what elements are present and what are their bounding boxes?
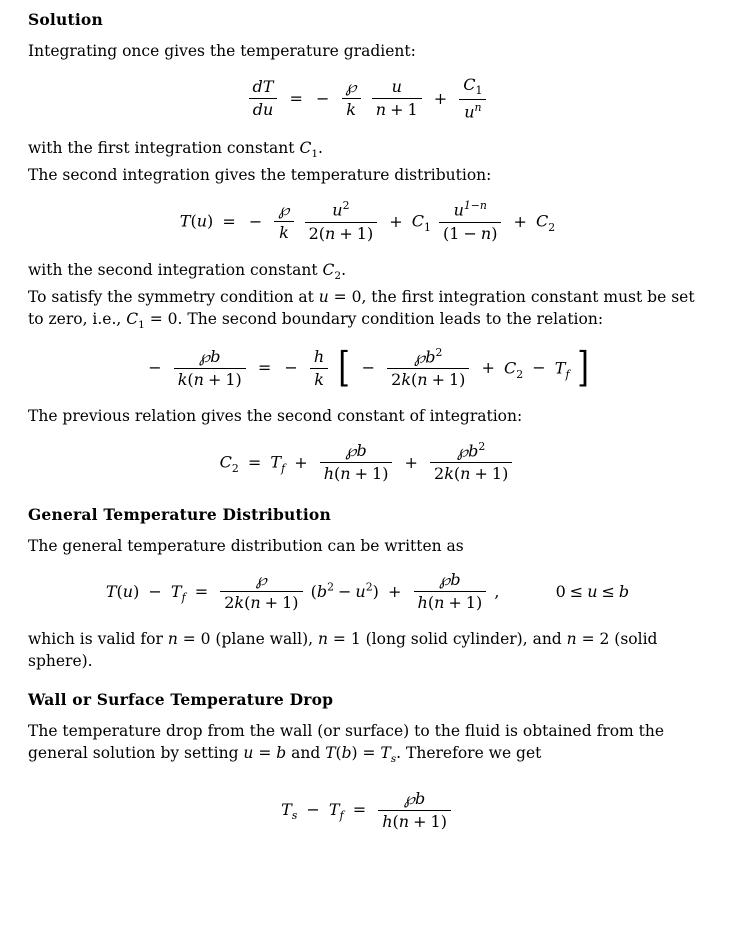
- paragraph-validity: which is valid for n = 0 (plane wall), n = 1 (long solid cylinder), and n = 2 (solid sphere).: [28, 630, 658, 671]
- paragraph-previous-relation: The previous relation gives the second constant of integration:: [28, 406, 523, 425]
- heading-wall-surface-temperature-drop: Wall or Surface Temperature Drop: [28, 690, 334, 710]
- paragraph-intro: Integrating once gives the temperature gradient:: [28, 42, 416, 60]
- equation-boundary-condition: − $\frac{℘b}{k(n + 1)}$ = − $\frac{h}{k}$ [ − $\frac{℘b^2}{2k(n + 1)}$ + $C_2 - T_f$ ]: [148, 342, 589, 392]
- paragraph-general-intro: The general temperature distribution can be written as: [28, 537, 464, 556]
- equation-surface-temperature-drop: $T_s - T_f$ = $\frac{℘b}{h(n + 1)}$: [28, 789, 707, 832]
- paragraph-wall-drop: The temperature drop from the wall (or surface) to the fluid is obtained from the general solution by setting u = b and $T(b) = T_s$. Therefore we get: [28, 722, 665, 766]
- equation-general-distribution: $T(u) - T_f$ = $\frac{℘}{2k(n + 1)}$ $(b^2 - u^2)$ + $\frac{℘b}{h(n + 1)}$ , 0 ≤ u ≤ b: [105, 570, 630, 613]
- paragraph-first-constant: with the first integration constant $C_1$.: [28, 139, 323, 161]
- heading-solution: Solution: [28, 10, 103, 29]
- equation-temperature-distribution: T(u) = − $\frac{℘}{k}$ $\frac{u^2}{2(n + 1)}$ + $C_1$ $\frac{u^{1-n}}{(1 - n)}$ + $C_2$: [179, 199, 556, 243]
- paragraph-second-constant: with the second integration constant $C_2$.: [28, 260, 347, 282]
- equation-temperature-gradient: $\frac{dT}{du}$ = − $\frac{℘}{k}$ $\frac{u}{n + 1}$ + $\frac{C_1}{u^n}$: [28, 76, 707, 123]
- heading-general-temperature-distribution: General Temperature Distribution: [28, 505, 331, 525]
- equation-second-constant: $C_2 = T_f$ + $\frac{℘b}{h(n + 1)}$ + $\frac{℘b^2}{2k(n + 1)}$: [28, 441, 707, 485]
- paragraph-second-integration: The second integration gives the temperature distribution:: [28, 166, 492, 185]
- paragraph-symmetry-condition: To satisfy the symmetry condition at u = 0, the first integration constant must be set to zero, i.e., $C_1 = 0$. The second boundary condition leads to the relation:: [28, 287, 695, 331]
